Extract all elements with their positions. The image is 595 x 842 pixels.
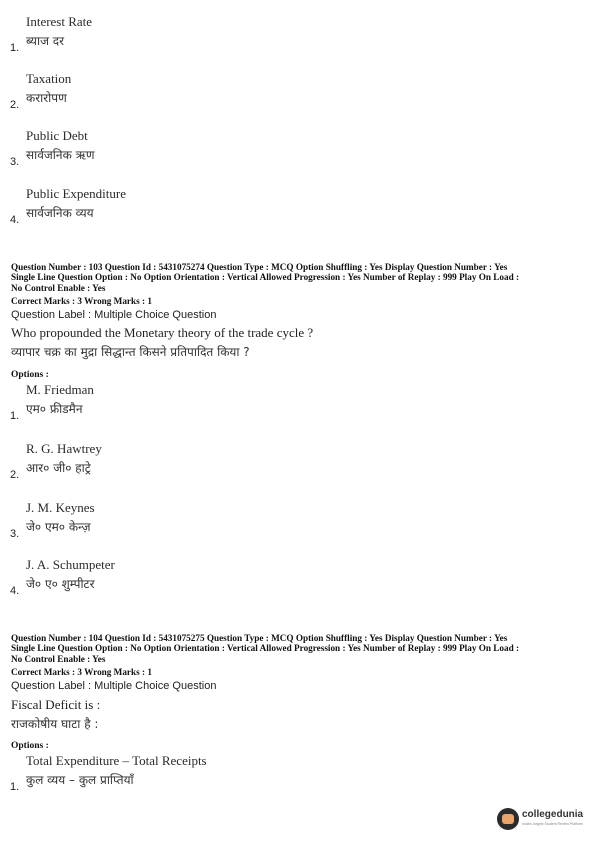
question-text-en: Fiscal Deficit is :	[11, 697, 101, 712]
option-number: 4.	[10, 585, 20, 597]
option-number: 2.	[10, 469, 20, 481]
option-number: 1.	[10, 410, 20, 422]
option-text-en: R. G. Hawtrey	[26, 441, 102, 456]
collegedunia-logo	[497, 806, 587, 836]
option-text-en: J. A. Schumpeter	[26, 557, 115, 572]
option-text-en: M. Friedman	[26, 382, 94, 397]
meta-line: No Control Enable : Yes	[11, 282, 106, 293]
options-label: Options :	[11, 741, 49, 751]
option-number: 1.	[10, 42, 20, 54]
option-number: 4.	[10, 214, 20, 226]
option-text-en: Interest Rate	[26, 14, 93, 29]
option-text-hi: एम० फ्रीडमैन	[26, 402, 83, 416]
option-text-en: Public Expenditure	[26, 186, 127, 201]
option-text-en: J. M. Keynes	[26, 500, 95, 515]
question-label: Question Label : Multiple Choice Question	[11, 309, 217, 321]
question-label: Question Label : Multiple Choice Question	[11, 680, 217, 692]
option-text-hi: आर० जी० हाट्रे	[26, 461, 91, 475]
question-text-en: Who propounded the Monetary theory of the trade cycle ?	[11, 325, 314, 340]
meta-line: Single Line Question Option : No Option Orientation : Vertical Allowed Progression : Yes Number of Replay : 999 Play On Load :	[11, 643, 520, 654]
option-number: 3.	[10, 156, 20, 168]
option-text-hi: कुल व्यय – कुल प्राप्तियाँ	[26, 773, 134, 787]
option-number: 3.	[10, 528, 20, 540]
logo-brand: collegedunia	[522, 809, 584, 820]
option-number: 1.	[10, 781, 20, 793]
option-text-en: Public Debt	[26, 128, 88, 143]
options-label: Options :	[11, 370, 49, 380]
meta-line: Single Line Question Option : No Option Orientation : Vertical Allowed Progression : Yes Number of Replay : 999 Play On Load :	[11, 272, 520, 283]
logo-tagline: India's largest Student Review Platform	[522, 822, 583, 826]
question-text-hi: व्यापार चक्र का मुद्रा सिद्धान्त किसने प्रतिपादित किया ?	[11, 345, 250, 359]
option-text-hi: करारोपण	[26, 91, 67, 105]
option-text-hi: सार्वजनिक ऋण	[26, 148, 95, 162]
meta-line: Question Number : 104 Question Id : 5431075275 Question Type : MCQ Option Shuffling : Yes Display Question Number : Yes	[11, 633, 508, 643]
option-number: 2.	[10, 99, 20, 111]
question-marks: Correct Marks : 3 Wrong Marks : 1	[11, 667, 152, 677]
question-meta	[11, 262, 583, 293]
option-text-en: Taxation	[26, 71, 72, 86]
meta-line: No Control Enable : Yes	[11, 653, 106, 664]
option-text-hi: सार्वजनिक व्यय	[26, 206, 94, 220]
option-text-hi: ब्याज दर	[26, 34, 65, 48]
question-text-hi: राजकोषीय घाटा है :	[11, 717, 99, 731]
option-text-hi: जे० एम० केन्ज़	[26, 520, 91, 534]
question-marks: Correct Marks : 3 Wrong Marks : 1	[11, 296, 152, 306]
mascot-icon	[497, 808, 519, 830]
option-text-hi: जे० ए० शुम्पीटर	[26, 577, 95, 591]
meta-line: Question Number : 103 Question Id : 5431075274 Question Type : MCQ Option Shuffling : Yes Display Question Number : Yes	[11, 262, 508, 272]
question-meta	[11, 633, 583, 664]
option-text-en: Total Expenditure – Total Receipts	[26, 753, 207, 768]
